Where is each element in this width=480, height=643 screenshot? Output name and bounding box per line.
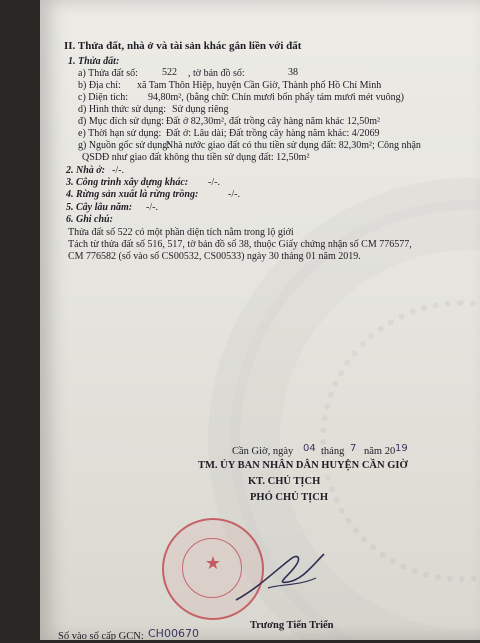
address-label: b) Địa chỉ: [78, 80, 121, 91]
note-line-2: Tách từ thửa đất số 516, 517, tờ bản đồ số 38, thuộc Giấy chứng nhận số CM 776577, [68, 239, 412, 250]
issue-month-label: tháng [321, 446, 345, 457]
perennial-trees-title: 5. Cây lâu năm: [66, 202, 133, 213]
other-construction-title: 3. Công trình xây dựng khác: [66, 177, 189, 188]
usage-purpose-label: đ) Mục đích sử dụng: [78, 116, 164, 127]
signer-name: Trương Tiến Triển [250, 620, 334, 631]
usage-form-value: Sử dụng riêng [172, 104, 229, 115]
issue-year-label: năm 20 [364, 446, 396, 457]
planted-forest-title: 4. Rừng sản xuất là rừng trồng: [66, 189, 199, 200]
seal-star-icon: ★ [204, 553, 222, 573]
usage-origin-label: g) Nguồn gốc sử dụng: [78, 140, 171, 151]
perennial-trees-value: -/-. [146, 202, 158, 213]
plot-number-value: 522 [162, 67, 177, 78]
house-value: -/-. [112, 165, 124, 176]
area-value: 94,80m², (bằng chữ: Chín mươi bốn phẩy tám mươi mét vuông) [148, 92, 404, 103]
map-sheet-label: , tờ bản đồ số: [188, 68, 245, 79]
usage-origin-value-line2: QSDĐ như giao đất không thu tiền sử dụng đất: 12,50m² [82, 152, 310, 163]
authority-deputy: PHÓ CHỦ TỊCH [250, 492, 328, 503]
issue-day: 04 [303, 443, 316, 454]
other-construction-value: -/-. [208, 177, 220, 188]
land-plot-title: 1. Thửa đất: [68, 56, 120, 67]
authority-kt: KT. CHỦ TỊCH [248, 476, 321, 487]
authority-line: TM. ỦY BAN NHÂN DÂN HUYỆN CẦN GIỜ [198, 460, 408, 471]
notes-title: 6. Ghi chú: [66, 214, 113, 225]
note-line-1: Thửa đất số 522 có một phần diện tích nằm trong lộ giới [68, 227, 294, 238]
usage-origin-value: Nhà nước giao đất có thu tiền sử dụng đất: 82,30m²; Công nhận [166, 140, 421, 151]
usage-form-label: d) Hình thức sử dụng: [78, 104, 167, 115]
address-value: xã Tam Thôn Hiệp, huyện Cần Giờ, Thành phố Hồ Chí Minh [137, 80, 382, 91]
plot-number-label: a) Thửa đất số: [78, 68, 138, 79]
planted-forest-value: -/-. [228, 189, 240, 200]
usage-term-label: e) Thời hạn sử dụng: [78, 128, 162, 139]
house-title: 2. Nhà ở: [66, 165, 105, 176]
issue-place-date: Cần Giờ, ngày [232, 446, 294, 457]
map-sheet-value: 38 [288, 67, 298, 78]
usage-term-value: Đất ở: Lâu dài; Đất trồng cây hàng năm khác: 4/2069 [166, 128, 380, 139]
area-label: c) Diện tích: [78, 92, 128, 103]
gcn-book-value: CH00670 [148, 627, 199, 640]
issue-month: 7 [350, 443, 357, 454]
issue-year: 19 [395, 443, 408, 454]
note-line-3: CM 776582 (số vào sổ CS00532, CS00533) ngày 30 tháng 01 năm 2019. [68, 251, 361, 262]
handwritten-signature [228, 548, 338, 608]
gcn-book-label: Số vào sổ cấp GCN: [58, 631, 144, 642]
section-heading: II. Thửa đất, nhà ở và tài sản khác gắn liền với đất [64, 40, 302, 52]
usage-purpose-value: Đất ở 82,30m², đất trồng cây hàng năm khác 12,50m² [166, 116, 381, 127]
